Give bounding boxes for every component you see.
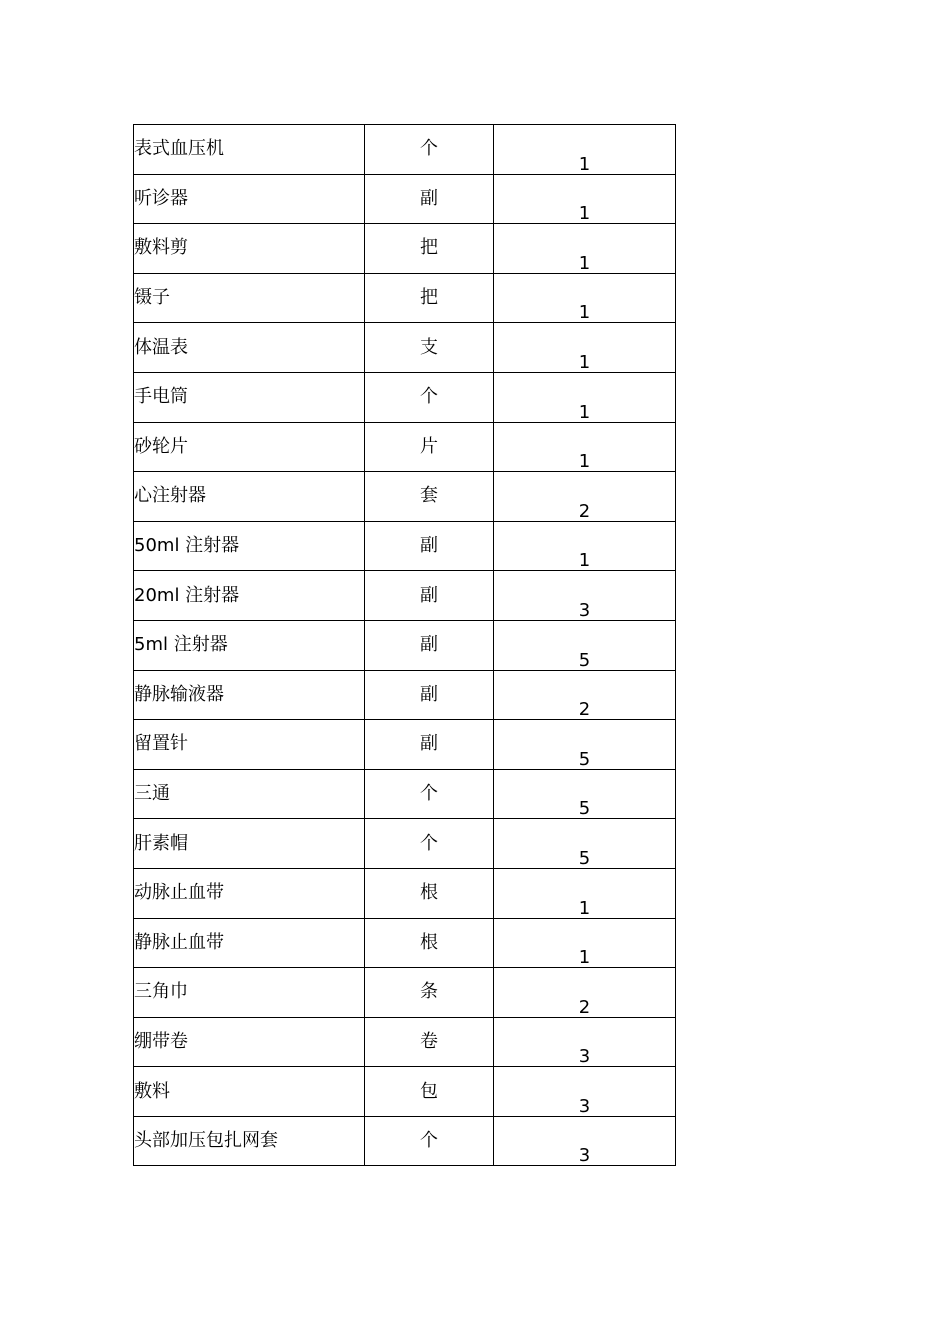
item-quantity-cell: 1 xyxy=(494,521,676,571)
item-unit-cell: 副 xyxy=(365,571,494,621)
item-unit-cell: 支 xyxy=(365,323,494,373)
item-unit-cell: 根 xyxy=(365,918,494,968)
table-row xyxy=(134,670,676,720)
item-name-cell: 体温表 xyxy=(134,323,365,373)
item-unit-cell: 包 xyxy=(365,1067,494,1117)
table-row xyxy=(134,422,676,472)
item-name-cell: 手电筒 xyxy=(134,372,365,422)
item-quantity-cell: 1 xyxy=(494,372,676,422)
item-quantity-cell: 1 xyxy=(494,868,676,918)
item-name-cell: 头部加压包扎网套 xyxy=(134,1116,365,1166)
table-row xyxy=(134,819,676,869)
item-quantity-cell: 1 xyxy=(494,174,676,224)
item-quantity-cell: 2 xyxy=(494,472,676,522)
item-quantity-cell: 1 xyxy=(494,323,676,373)
item-name-cell: 砂轮片 xyxy=(134,422,365,472)
item-name-cell: 绷带卷 xyxy=(134,1017,365,1067)
item-quantity-cell: 2 xyxy=(494,670,676,720)
item-unit-cell: 把 xyxy=(365,273,494,323)
table-row xyxy=(134,918,676,968)
item-unit-cell: 条 xyxy=(365,968,494,1018)
item-quantity-cell: 5 xyxy=(494,819,676,869)
item-quantity-cell: 5 xyxy=(494,620,676,670)
item-quantity-cell: 1 xyxy=(494,422,676,472)
item-unit-cell: 片 xyxy=(365,422,494,472)
table-row xyxy=(134,571,676,621)
equipment-table xyxy=(133,124,676,1166)
item-quantity-cell: 5 xyxy=(494,769,676,819)
item-quantity-cell: 1 xyxy=(494,918,676,968)
item-quantity-cell: 3 xyxy=(494,571,676,621)
table-row xyxy=(134,273,676,323)
table-row xyxy=(134,174,676,224)
item-name-cell: 静脉止血带 xyxy=(134,918,365,968)
item-name-cell: 5ml 注射器 xyxy=(134,620,365,670)
item-name-cell: 20ml 注射器 xyxy=(134,571,365,621)
table-row xyxy=(134,323,676,373)
item-quantity-cell: 1 xyxy=(494,125,676,175)
table-row xyxy=(134,372,676,422)
item-unit-cell: 副 xyxy=(365,620,494,670)
item-unit-cell: 个 xyxy=(365,372,494,422)
item-unit-cell: 套 xyxy=(365,472,494,522)
item-name-cell: 肝素帽 xyxy=(134,819,365,869)
item-unit-cell: 卷 xyxy=(365,1017,494,1067)
item-name-cell: 留置针 xyxy=(134,720,365,770)
item-unit-cell: 个 xyxy=(365,125,494,175)
item-name-cell: 动脉止血带 xyxy=(134,868,365,918)
item-unit-cell: 个 xyxy=(365,769,494,819)
table-row xyxy=(134,125,676,175)
item-unit-cell: 副 xyxy=(365,670,494,720)
item-quantity-cell: 3 xyxy=(494,1116,676,1166)
item-name-cell: 镊子 xyxy=(134,273,365,323)
table-row xyxy=(134,868,676,918)
table-row xyxy=(134,620,676,670)
item-name-cell: 三角巾 xyxy=(134,968,365,1018)
item-unit-cell: 副 xyxy=(365,174,494,224)
item-quantity-cell: 1 xyxy=(494,224,676,274)
table-row xyxy=(134,224,676,274)
table-row xyxy=(134,1116,676,1166)
item-unit-cell: 个 xyxy=(365,1116,494,1166)
item-unit-cell: 把 xyxy=(365,224,494,274)
table-row xyxy=(134,521,676,571)
item-quantity-cell: 3 xyxy=(494,1067,676,1117)
item-unit-cell: 根 xyxy=(365,868,494,918)
table-row xyxy=(134,1017,676,1067)
item-name-cell: 敷料剪 xyxy=(134,224,365,274)
item-quantity-cell: 2 xyxy=(494,968,676,1018)
table-row xyxy=(134,472,676,522)
item-name-cell: 50ml 注射器 xyxy=(134,521,365,571)
item-name-cell: 心注射器 xyxy=(134,472,365,522)
table-row xyxy=(134,968,676,1018)
item-name-cell: 三通 xyxy=(134,769,365,819)
item-quantity-cell: 1 xyxy=(494,273,676,323)
item-quantity-cell: 5 xyxy=(494,720,676,770)
item-name-cell: 静脉输液器 xyxy=(134,670,365,720)
item-unit-cell: 副 xyxy=(365,720,494,770)
table-row xyxy=(134,769,676,819)
item-name-cell: 敷料 xyxy=(134,1067,365,1117)
item-name-cell: 听诊器 xyxy=(134,174,365,224)
item-unit-cell: 副 xyxy=(365,521,494,571)
equipment-table-body xyxy=(134,125,676,1166)
item-unit-cell: 个 xyxy=(365,819,494,869)
table-row xyxy=(134,720,676,770)
item-quantity-cell: 3 xyxy=(494,1017,676,1067)
table-row xyxy=(134,1067,676,1117)
item-name-cell: 表式血压机 xyxy=(134,125,365,175)
